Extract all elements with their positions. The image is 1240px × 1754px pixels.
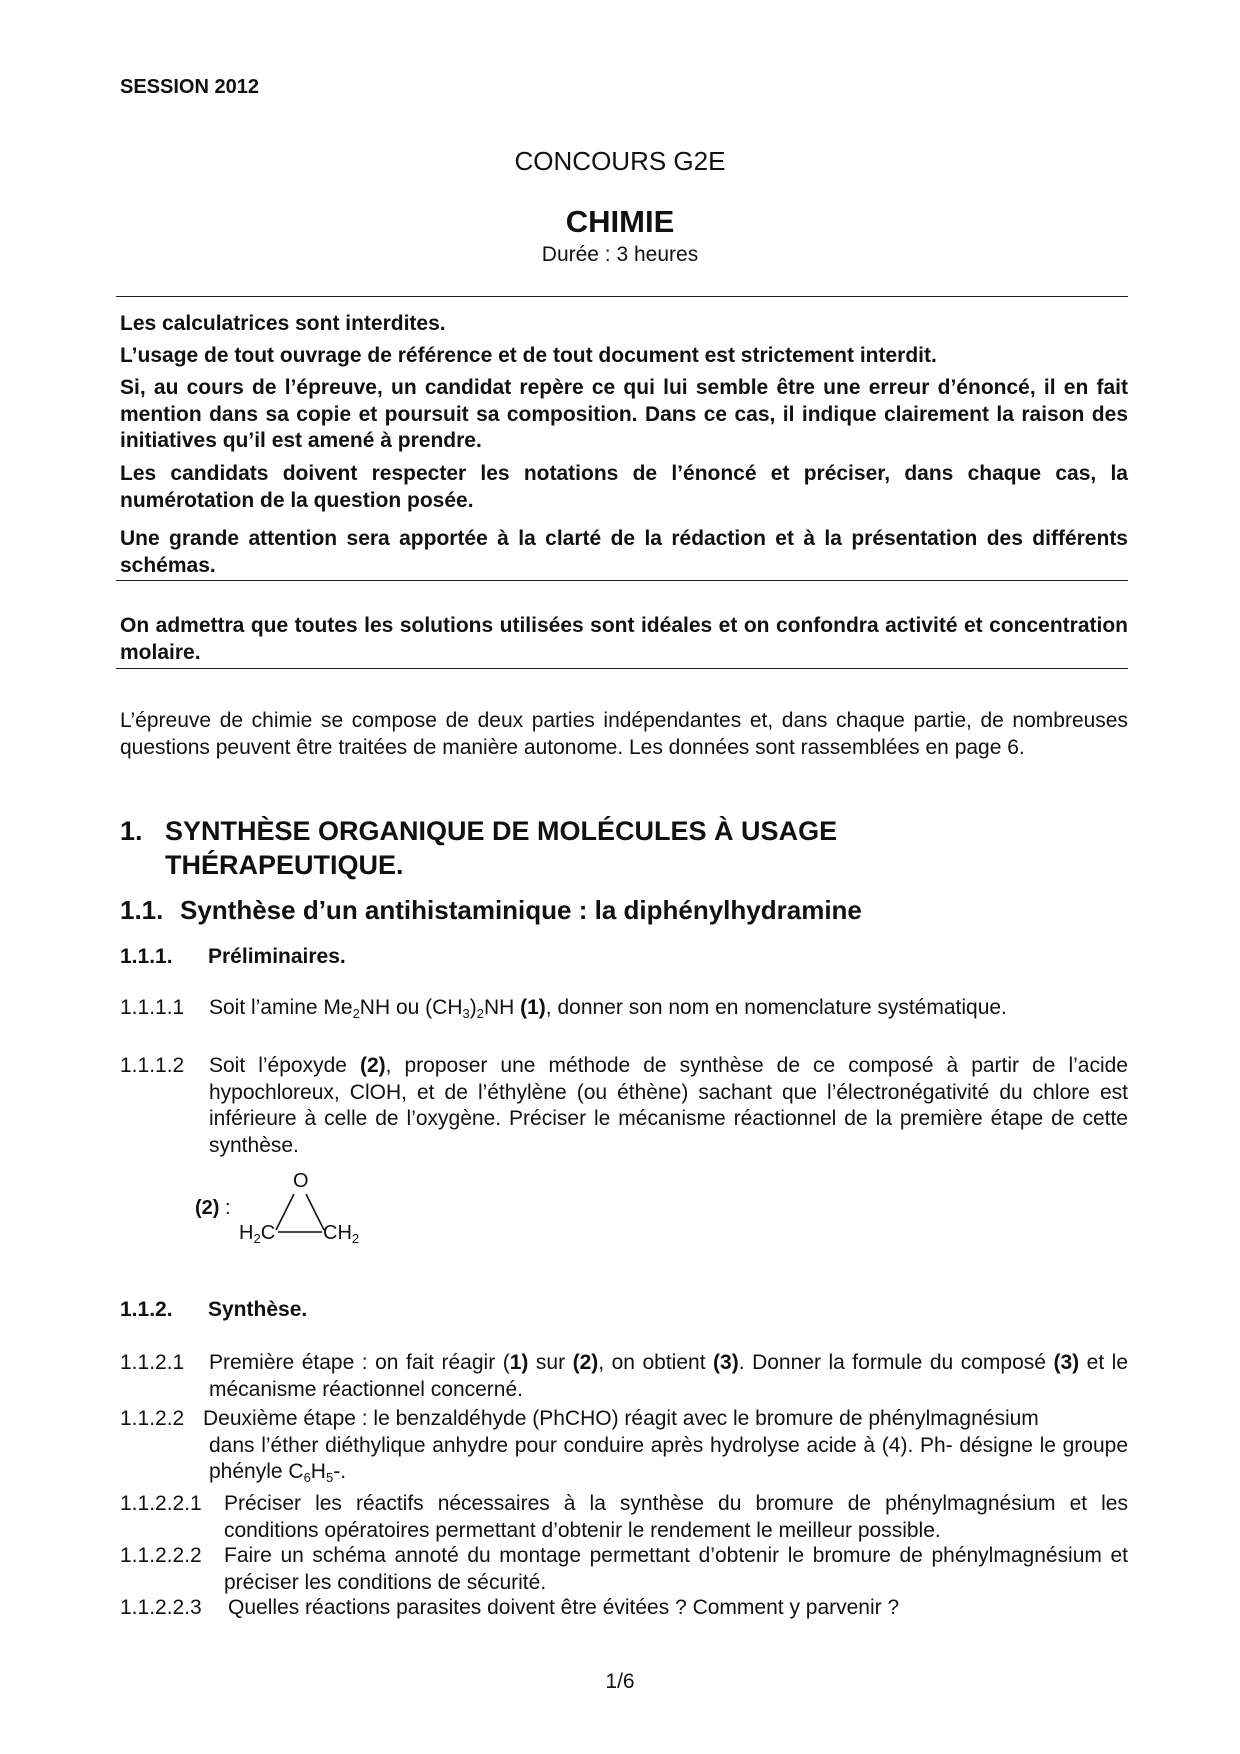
question-1-1-2-2-3: [120, 1595, 1128, 1622]
question-number: 1.1.2.2.2: [120, 1544, 202, 1567]
section-title: Synthèse.: [208, 1298, 308, 1321]
section-1-1-1-heading: [120, 945, 346, 969]
question-1-1-2-2-2: [120, 1543, 1128, 1596]
rule-errors: Si, au cours de l’épreuve, un candidat repère ce qui lui semble être une erreur d’énoncé, il en fait mention dans sa copie et poursuit sa composition. Dans ce cas, il indique clairement la raison des initiatives qu’il est amené à prendre.: [120, 376, 1128, 452]
divider: [116, 580, 1128, 581]
question-1-1-1-1: [120, 995, 1128, 1022]
section-1-1-heading: [120, 895, 862, 926]
page-number: 1/6: [605, 1670, 635, 1693]
section-number: 1.: [120, 816, 143, 846]
session-label: SESSION 2012: [120, 76, 259, 98]
question-text: Préciser les réactifs nécessaires à la synthèse du bromure de phénylmagnésium et les conditions opératoires permettant d’obtenir le rendement le meilleur possible.: [224, 1492, 1128, 1542]
section-number: 1.1.: [120, 895, 164, 925]
question-1-1-2-1: [120, 1350, 1128, 1403]
oxygen-atom: O: [293, 1170, 309, 1192]
question-text: Soit l’époxyde (2), proposer une méthode de synthèse de ce composé à partir de l’acide hypochloreux, ClOH, et de l’éthylène (ou éthène) sachant que l’électronégativité du chlore est inférieure à celle de l’oxygène. Préciser le mécanisme réactionnel de la première étape de cette synthèse.: [209, 1054, 1128, 1157]
section-title: Préliminaires.: [208, 945, 346, 968]
section-title-line1: SYNTHÈSE ORGANIQUE DE MOLÉCULES À USAGE: [165, 816, 838, 846]
intro-paragraph: L’épreuve de chimie se compose de deux parties indépendantes et, dans chaque partie, de nombreuses questions peuvent être traitées de manière autonome. Les données sont rassemblées en page 6.: [120, 709, 1128, 759]
question-number: 1.1.2.2: [120, 1407, 185, 1430]
question-1-1-1-2: [120, 1053, 1128, 1159]
question-number: 1.1.1.1: [120, 996, 185, 1019]
question-text: dans l’éther diéthylique anhydre pour conduire après hydrolyse acide à (4). Ph- désigne le groupe phényle $C_6H_5-$.: [209, 1433, 1128, 1485]
section-title-line2: THÉRAPEUTIQUE.: [165, 850, 404, 880]
rule-notations: Les candidats doivent respecter les notations de l’énoncé et préciser, dans chaque cas, la numérotation de la question posée.: [120, 462, 1128, 512]
section-title: Synthèse d’un antihistaminique : la diphénylhydramine: [180, 895, 862, 925]
question-number: 1.1.2.1: [120, 1351, 185, 1374]
section-1-heading: [120, 814, 837, 882]
section-number: 1.1.2.: [120, 1298, 173, 1321]
question-number: 1.1.2.2.1: [120, 1492, 202, 1515]
question-text: Quelles réactions parasites doivent être évitées ? Comment y parvenir ?: [228, 1596, 900, 1619]
right-carbon: $CH_2$: [323, 1222, 360, 1246]
section-1-1-2-heading: [120, 1298, 307, 1322]
rule-calculators: Les calculatrices sont interdites.: [120, 312, 446, 335]
question-1-1-2-2-1: [120, 1491, 1128, 1544]
rule-documents: L’usage de tout ouvrage de référence et de tout document est strictement interdit.: [120, 344, 937, 367]
rule-clarity: Une grande attention sera apportée à la clarté de la rédaction et à la présentation des différents schémas.: [120, 527, 1128, 577]
question-text: Première étape : on fait réagir (1) sur (2), on obtient (3). Donner la formule du composé (3) et le mécanisme réactionnel concerné.: [209, 1351, 1129, 1401]
left-carbon: $H_2C$: [239, 1222, 276, 1246]
question-line1: Deuxième étape : le benzaldéhyde (PhCHO) réagit avec le bromure de phénylmagnésium: [203, 1407, 1039, 1430]
question-text: Faire un schéma annoté du montage permettant d’obtenir le bromure de phénylmagnésium et préciser les conditions de sécurité.: [224, 1544, 1128, 1594]
divider: [116, 668, 1128, 669]
section-number: 1.1.1.: [120, 945, 173, 968]
exam-duration: Durée : 3 heures: [541, 243, 699, 266]
question-number: 1.1.1.2: [120, 1054, 185, 1077]
molecule-label: (2) :: [195, 1197, 231, 1219]
subject-title: CHIMIE: [565, 204, 675, 239]
contest-title: CONCOURS G2E: [514, 146, 726, 176]
divider: [116, 296, 1128, 297]
hypothesis-note: On admettra que toutes les solutions utilisées sont idéales et on confondra activité et concentration molaire.: [120, 614, 1128, 664]
question-1-1-2-2: [120, 1406, 1128, 1486]
question-text: Soit l’amine $Me_2NH$ ou $(CH_3)_2NH$ (1), donner son nom en nomenclature systématique.: [209, 996, 1007, 1021]
question-number: 1.1.2.2.3: [120, 1596, 202, 1619]
